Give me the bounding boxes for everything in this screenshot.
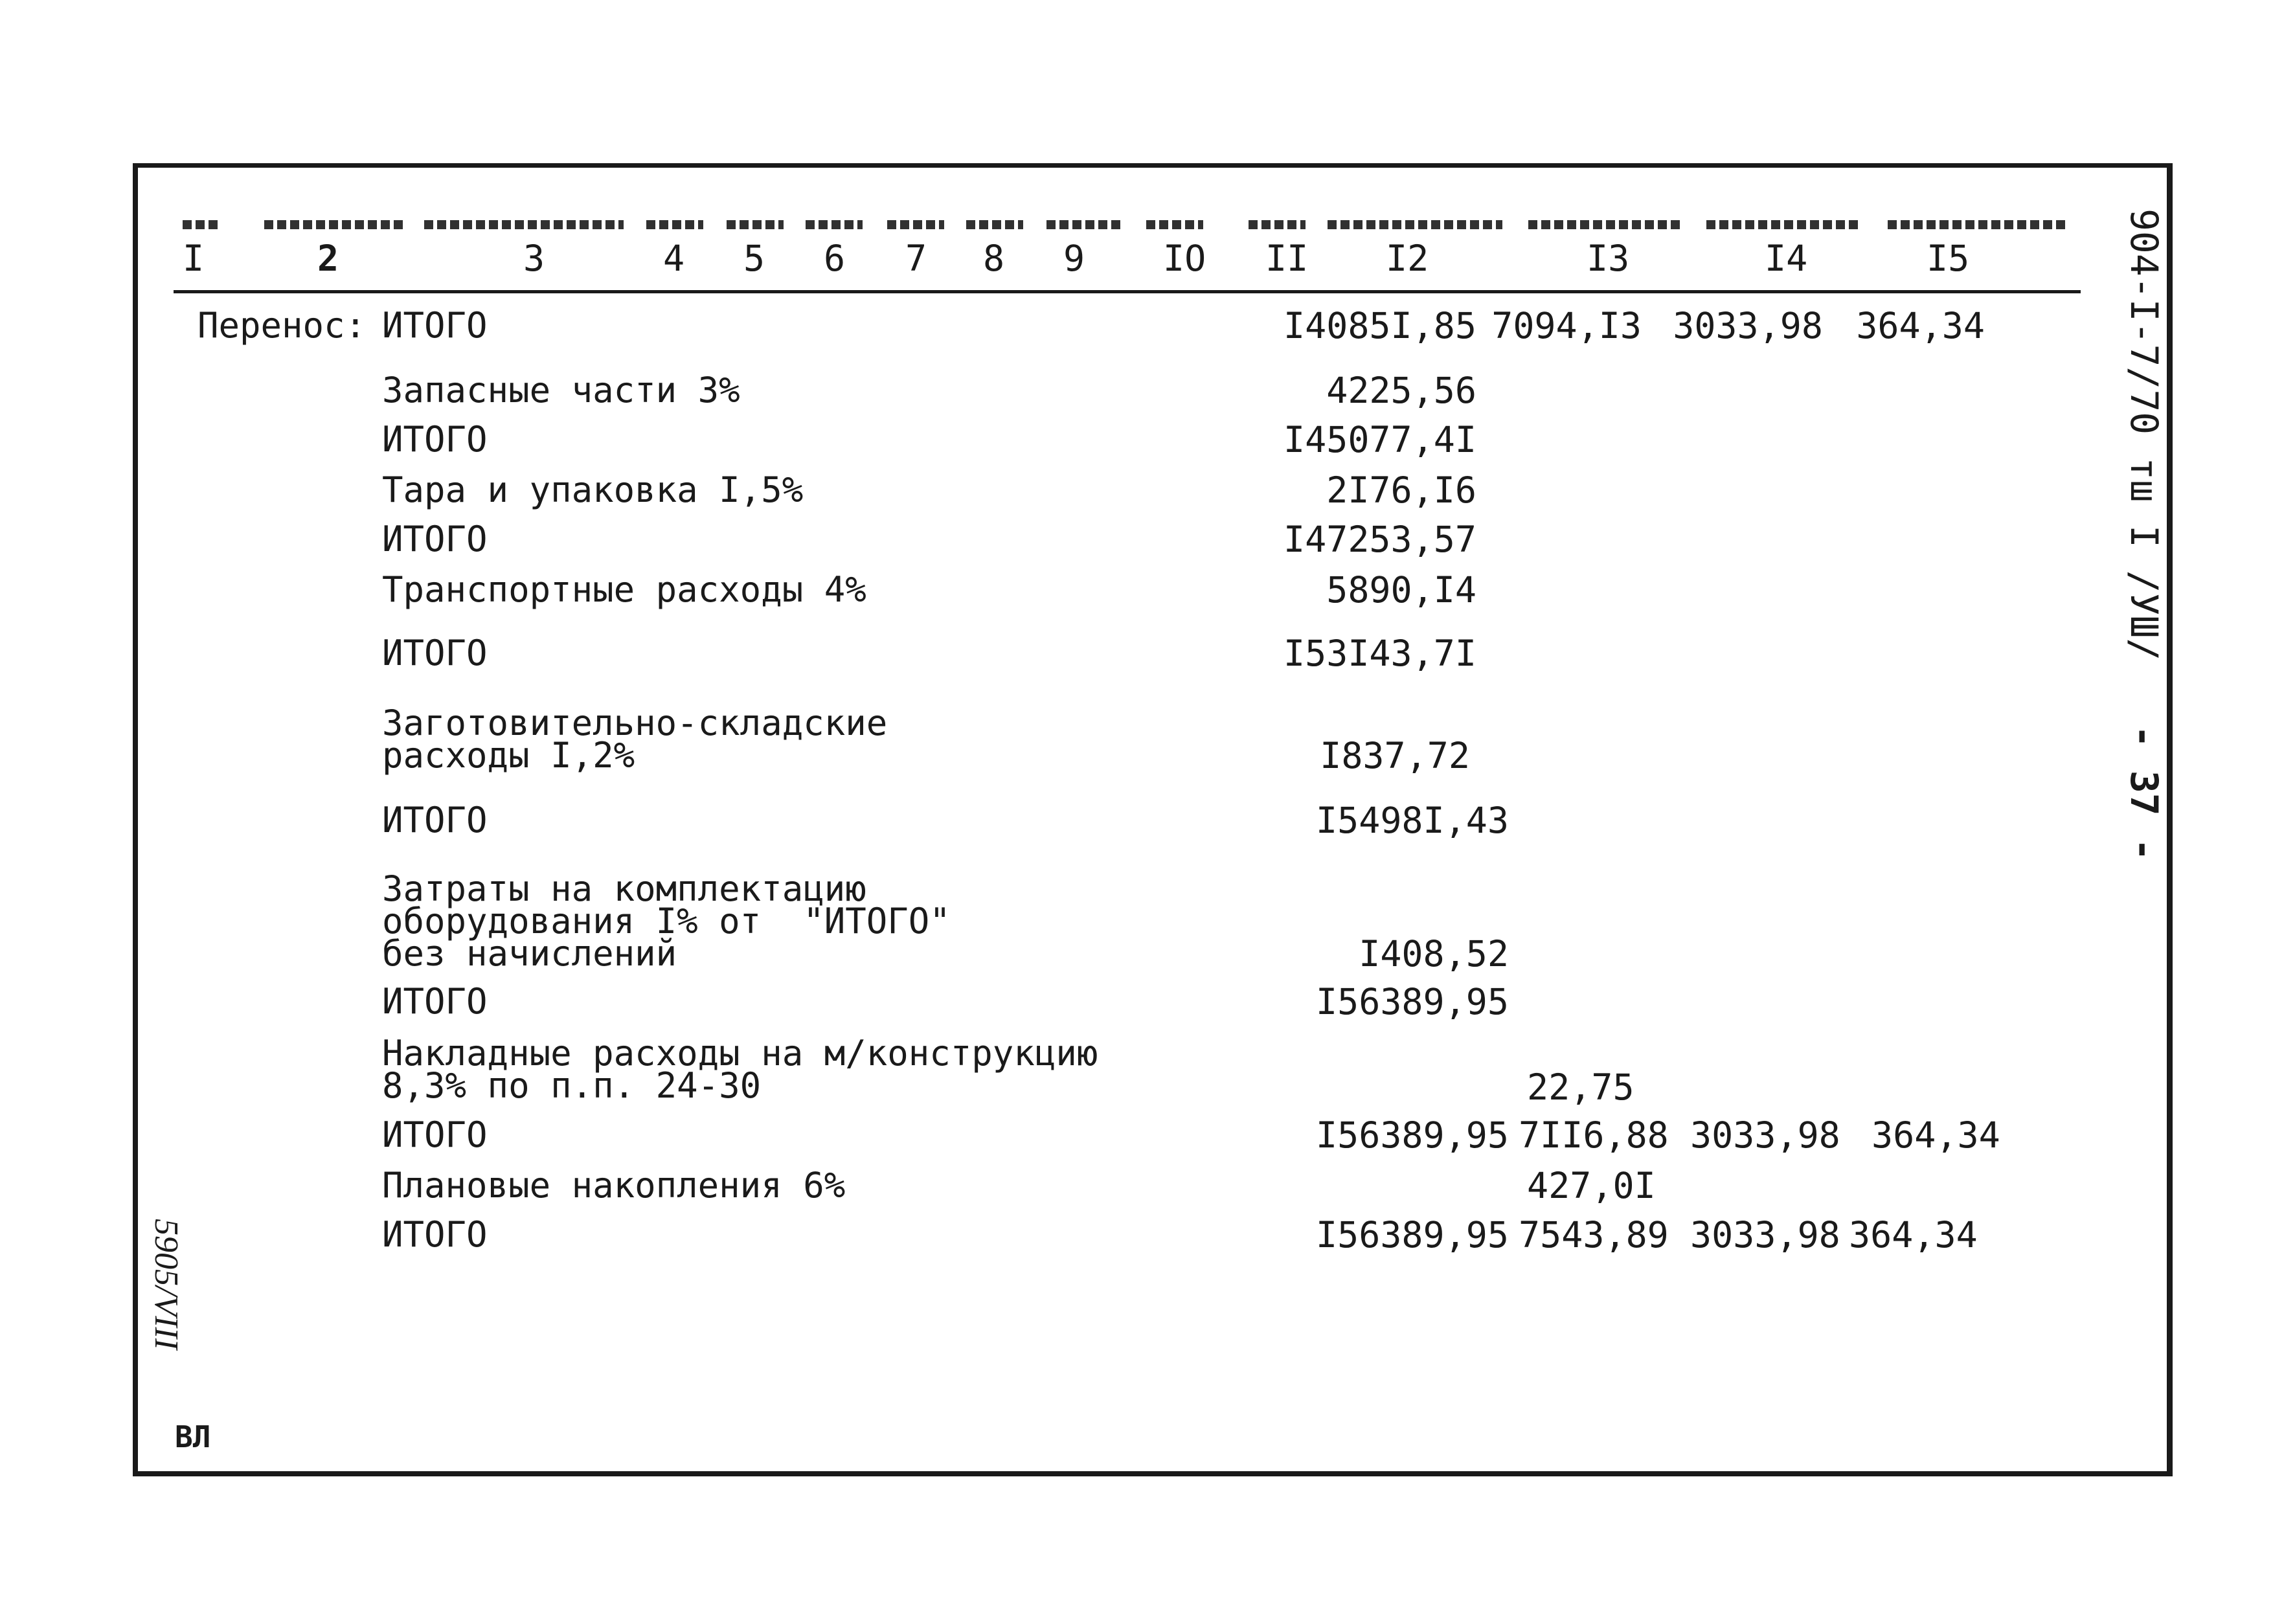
header-dash (1249, 220, 1306, 229)
column-header: I2 (1386, 238, 1429, 279)
cell-col13: 7543,89 (1519, 1214, 1669, 1256)
column-header: IO (1163, 238, 1206, 279)
header-rule (174, 290, 2081, 293)
row-item: ИТОГО (382, 519, 488, 559)
cell-col15: 364,34 (1856, 305, 1985, 346)
column-header: 7 (905, 238, 927, 279)
header-dash (424, 220, 624, 229)
header-dash (1888, 220, 2068, 229)
header-dash (264, 220, 405, 229)
row-item: ИТОГО (382, 305, 488, 346)
cell-col13: 7II6,88 (1519, 1114, 1669, 1156)
row-item: Плановые накопления 6% (382, 1165, 846, 1206)
header-dash (966, 220, 1023, 229)
header-dash (727, 220, 784, 229)
row-item: ИТОГО (382, 1114, 488, 1155)
column-header: 2 (317, 238, 339, 279)
row-item-line: Затраты на комплектацию (382, 868, 866, 909)
column-header: 5 (743, 238, 765, 279)
row-item-line: без начислений (382, 933, 677, 974)
cell-col13: 7094,I3 (1491, 305, 1642, 346)
row-item: Запасные части 3% (382, 370, 740, 411)
row-item: Транспортные расходы 4% (382, 569, 866, 610)
header-dash (1528, 220, 1684, 229)
column-header: II (1265, 238, 1309, 279)
cell-col12: I5498I,43 (1315, 800, 1509, 841)
cell-col15: 364,34 (1849, 1214, 1978, 1256)
row-item-line: Накладные расходы на м/конструкцию (382, 1033, 1098, 1074)
cell-col12: I45077,4I (1283, 419, 1476, 460)
column-header: 4 (663, 238, 685, 279)
cell-col12: 2I76,I6 (1326, 469, 1476, 511)
cell-col13: 427,0I (1527, 1165, 1656, 1206)
row-item: ИТОГО (382, 633, 488, 673)
cell-col12: I56389,95 (1315, 981, 1509, 1022)
row-item: Тара и упаковка I,5% (382, 469, 804, 510)
header-dash (646, 220, 703, 229)
header-dash (1706, 220, 1862, 229)
archive-stamp: 5905/VIII (148, 1219, 185, 1350)
header-dash (887, 220, 944, 229)
carry-over-label: Перенос: (198, 305, 367, 346)
page-number: - 37 - (2122, 725, 2166, 861)
row-item-line: 8,3% по п.п. 24-30 (382, 1065, 762, 1106)
header-dash (1146, 220, 1203, 229)
cell-col14: 3033,98 (1673, 305, 1823, 346)
cell-col12: I4085I,85 (1283, 305, 1476, 346)
cell-col12: I56389,95 (1315, 1214, 1509, 1256)
column-header: I5 (1927, 238, 1970, 279)
cell-col12: 5890,I4 (1326, 569, 1476, 611)
cell-col12: I408,52 (1359, 933, 1509, 975)
row-item-line: Заготовительно-складские (382, 703, 888, 743)
column-header: I (183, 238, 205, 279)
cell-col12: I837,72 (1320, 735, 1470, 776)
row-item-line: расходы I,2% (382, 735, 635, 776)
row-item: ИТОГО (382, 800, 488, 840)
column-header: 9 (1063, 238, 1085, 279)
row-item: ИТОГО (382, 981, 488, 1022)
cell-col14: 3033,98 (1690, 1214, 1840, 1256)
column-header: 3 (523, 238, 545, 279)
cell-col12: 4225,56 (1326, 370, 1476, 411)
row-item: ИТОГО (382, 419, 488, 460)
initials: ВЛ (175, 1419, 211, 1454)
column-header: 8 (983, 238, 1005, 279)
cell-col12: I53I43,7I (1283, 633, 1476, 674)
column-header: 6 (824, 238, 846, 279)
cell-col13: 22,75 (1527, 1066, 1634, 1108)
cell-col14: 3033,98 (1690, 1114, 1840, 1156)
row-item-line: оборудования I% от "ИТОГО" (382, 901, 951, 942)
header-dash (806, 220, 863, 229)
document-designation: 904-I-7/70 тш I /УШ/ (2122, 209, 2166, 661)
column-header: I4 (1765, 238, 1808, 279)
header-dash (183, 220, 221, 229)
header-dash (1328, 220, 1502, 229)
cell-col15: 364,34 (1871, 1114, 2000, 1156)
cell-col12: I56389,95 (1315, 1114, 1509, 1156)
cell-col12: I47253,57 (1283, 519, 1476, 560)
column-header: I3 (1587, 238, 1630, 279)
row-item: ИТОГО (382, 1214, 488, 1255)
header-dash (1046, 220, 1124, 229)
